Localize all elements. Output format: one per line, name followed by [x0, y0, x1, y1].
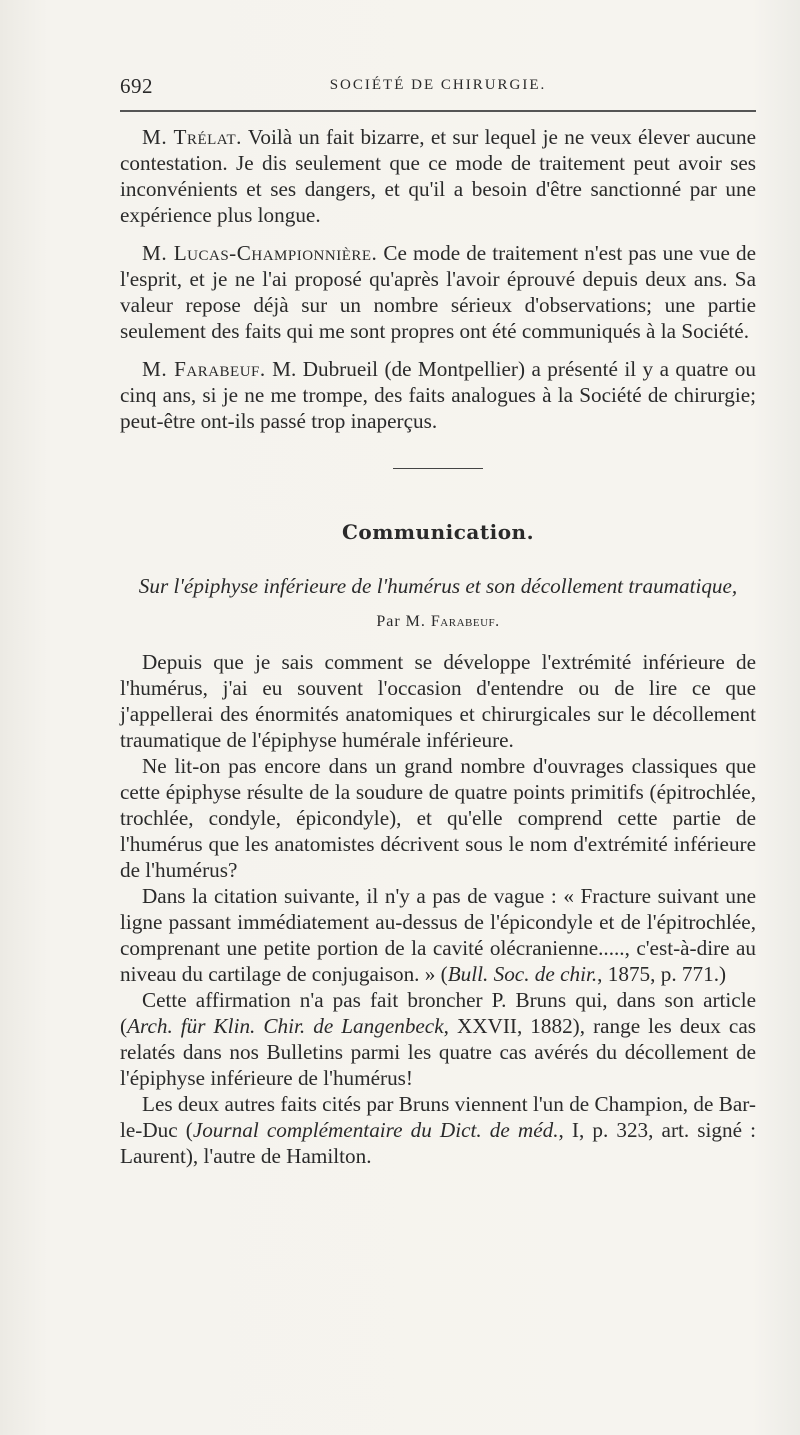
article-title: Sur l'épiphyse inférieure de l'humérus et son décollement traumatique,	[138, 574, 738, 598]
byline	[120, 609, 756, 635]
paragraph-text: Voilà un fait bizarre, et sur lequel je ne veux élever aucune contestation. Je dis seulement que ce mode de traitement peut avoir ses inconvénients et ses dangers, et qu'il a besoin d'être sanctionné par une expérience plus longue.	[120, 125, 757, 227]
byline-author: Farabeuf.	[430, 613, 500, 630]
body-text: , I, p. 323, art. signé : Laurent), l'autre de Hamilton.	[120, 1118, 757, 1168]
running-title: SOCIÉTÉ DE CHIRURGIE.	[329, 77, 547, 93]
byline-prefix: Par M.	[376, 613, 426, 630]
header-rule	[120, 110, 756, 112]
paragraph-trelat	[120, 124, 756, 228]
body-text: Les deux autres faits cités par Bruns viennent l'un de Champion, de Bar-le-Duc (	[120, 1092, 756, 1142]
article-body	[120, 649, 756, 1169]
section-divider	[393, 468, 483, 469]
paragraph-lucas-championniere	[120, 240, 756, 344]
speaker-name: M. Farabeuf.	[142, 357, 266, 381]
body-paragraph	[120, 883, 756, 987]
body-text: Cette affirmation n'a pas fait broncher P. Bruns qui, dans son article (	[120, 988, 756, 1038]
body-text: Dans la citation suivante, il n'y a pas de vague : « Fracture suivant une ligne passant immédiatement au-dessus de l'épicondyle et de l'épitrochlée, comprenant une petite portion de la cavité olécranienne....., c'est-à-dire au niveau du cartilage de conjugaison. » (	[120, 884, 756, 986]
citation-reference: Bull. Soc. de chir.	[447, 962, 598, 986]
speaker-name: M. Lucas-Championnière.	[142, 241, 378, 265]
body-paragraph: Depuis que je sais comment se développe l'extrémité inférieure de l'humérus, j'ai eu souvent l'occasion d'entendre ou de lire ce que j'appellerai des énormités anatomiques et chirurgicales sur le décollement traumatique de l'épiphyse humérale inférieure.	[120, 650, 756, 752]
citation-reference: Arch. für Klin. Chir. de Langenbeck	[127, 1014, 444, 1038]
page-body	[120, 124, 756, 1169]
section-title: Communication.	[341, 520, 535, 544]
citation-reference: Journal complémentaire du Dict. de méd.	[192, 1118, 559, 1142]
paragraph-text: Ce mode de traitement n'est pas une vue de l'esprit, et je ne l'ai proposé qu'après l'avoir éprouvé depuis deux ans. Sa valeur repose déjà sur un nombre sérieux d'observations; une partie seulement des faits qui me sont propres ont été communiqués à la Société.	[120, 241, 756, 343]
body-paragraph	[120, 1091, 756, 1169]
page-number: 692	[120, 74, 153, 98]
paragraph-farabeuf	[120, 356, 756, 434]
body-paragraph	[120, 987, 756, 1091]
body-text: , 1875, p. 771.)	[597, 962, 727, 986]
paragraph-text: M. Dubrueil (de Montpellier) a présenté il y a quatre ou cinq ans, si je ne me trompe, des faits analogues à la Société de chirurgie; peut-être ont-ils passé trop inaperçus.	[120, 357, 756, 433]
speaker-name: M. Trélat.	[142, 125, 242, 149]
page-header	[120, 74, 756, 100]
body-text: , XXVII, 1882), range les deux cas relatés dans nos Bulletins parmi les quatre cas avérés du décollement de l'épiphyse inférieure de l'humérus!	[120, 1014, 756, 1090]
body-paragraph: Ne lit-on pas encore dans un grand nombre d'ouvrages classiques que cette épiphyse résulte de la soudure de quatre points primitifs (épitrochlée, trochlée, condyle, épicondyle), et qu'elle comprend cette partie de l'humérus que les anatomistes décrivent sous le nom d'extrémité inférieure de l'humérus?	[120, 754, 756, 882]
